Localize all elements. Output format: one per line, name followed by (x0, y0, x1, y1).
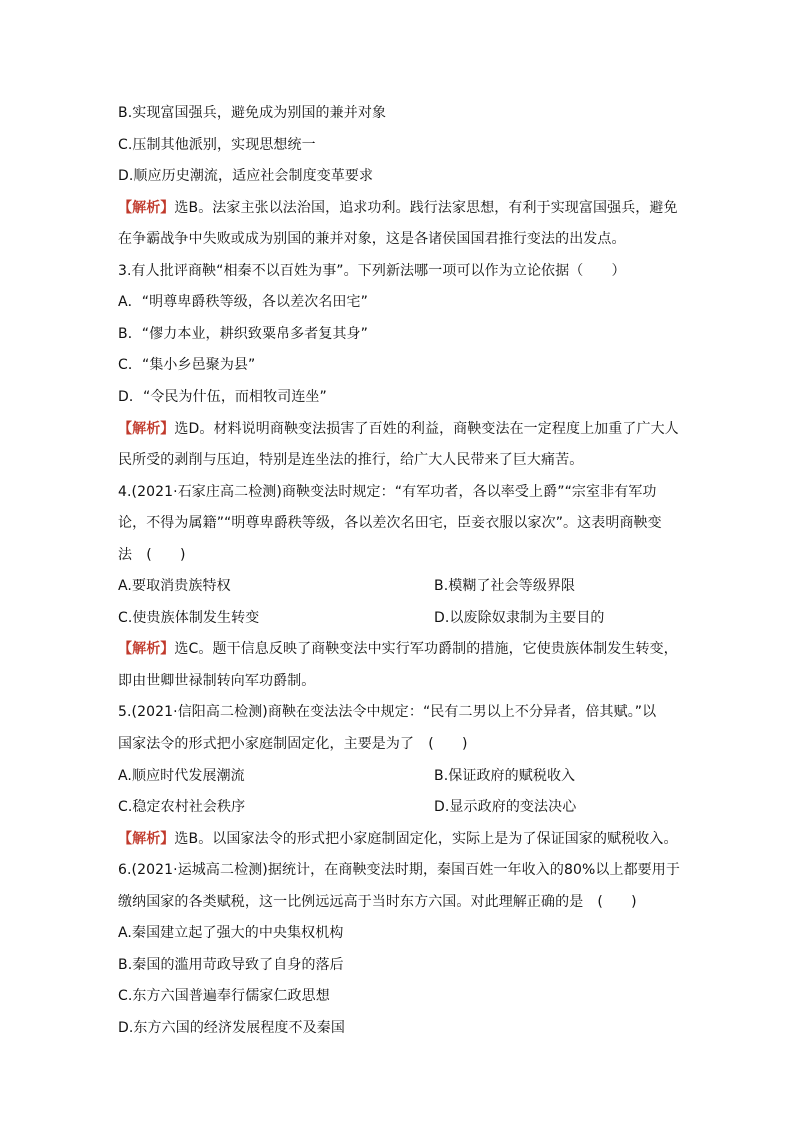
q5-option-a: A.顺应时代发展潮流 (118, 768, 245, 784)
q6-option-a: A.秦国建立起了强大的中央集权机构 (118, 925, 344, 941)
q4-options-row2 (118, 609, 678, 627)
q4-option-a: A.要取消贵族特权 (118, 578, 231, 594)
q4-stem-line1: 4.(2021·石家庄高二检测)商鞅变法时规定：“有军功者，各以率受上爵”“宗室非有军功 (118, 484, 657, 500)
q5-options-row2 (118, 798, 678, 816)
q5-analysis (118, 830, 678, 848)
q6-stem-line2: 缴纳国家的各类赋税，这一比例远远高于当时东方六国。对此理解正确的是 ( ) (118, 894, 637, 910)
q5-stem-line1: 5.(2021·信阳高二检测)商鞅在变法法令中规定：“民有二男以上不分异者，倍其赋。”以 (118, 704, 657, 720)
q4-options-row1 (118, 577, 678, 595)
q6-option-b: B.秦国的滥用苛政导致了自身的落后 (118, 957, 344, 973)
q4-stem-line3: 法 ( ) (118, 547, 186, 563)
analysis-tag: 【解析】 (118, 200, 175, 216)
q3-option-c: C．“集小乡邑聚为县” (118, 357, 256, 373)
q2-analysis-cont: 在争霸战争中失败或成为别国的兼并对象，这是各诸侯国国君推行变法的出发点。 (118, 231, 626, 247)
q3-stem: 3.有人批评商鞅“相秦不以百姓为事”。下列新法哪一项可以作为立论依据（ ） (118, 263, 626, 279)
q5-option-c: C.稳定农村社会秩序 (118, 799, 246, 815)
analysis-tag: 【解析】 (118, 421, 175, 437)
q6-option-d: D.东方六国的经济发展程度不及秦国 (118, 1020, 345, 1036)
q2-option-c: C.压制其他派别，实现思想统一 (118, 137, 316, 153)
q3-option-a: A．“明尊卑爵秩等级，各以差次名田宅” (118, 294, 368, 310)
q4-stem-line2: 论，不得为属籍”“明尊卑爵秩等级，各以差次名田宅，臣妾衣服以家次”。这表明商鞅变 (118, 515, 662, 531)
analysis-text: 选B。法家主张以法治国，追求功利。践行法家思想，有利于实现富国强兵，避免 (174, 200, 678, 216)
q5-option-b: B.保证政府的赋税收入 (434, 768, 576, 784)
q3-option-d: D．“令民为什伍，而相牧司连坐” (118, 389, 327, 405)
q4-analysis (118, 640, 678, 658)
q5-option-d: D.显示政府的变法决心 (434, 799, 577, 815)
q4-analysis-cont: 即由世卿世禄制转向军功爵制。 (118, 673, 316, 689)
q3-analysis-cont: 民所受的剥削与压迫，特别是连坐法的推行，给广大人民带来了巨大痛苦。 (118, 452, 584, 468)
q4-option-d: D.以废除奴隶制为主要目的 (434, 610, 605, 626)
q2-analysis (118, 199, 678, 217)
q4-option-c: C.使贵族体制发生转变 (118, 610, 260, 626)
analysis-text: 选C。题干信息反映了商鞅变法中实行军功爵制的措施，它使贵族体制发生转变， (174, 641, 678, 657)
analysis-tag: 【解析】 (118, 831, 175, 847)
analysis-tag: 【解析】 (118, 641, 175, 657)
analysis-text: 选D。材料说明商鞅变法损害了百姓的利益，商鞅变法在一定程度上加重了广大人 (174, 421, 679, 437)
q6-option-c: C.东方六国普遍奉行儒家仁政思想 (118, 988, 330, 1004)
q3-analysis (118, 420, 678, 438)
analysis-text: 选B。以国家法令的形式把小家庭制固定化，实际上是为了保证国家的赋税收入。 (174, 831, 678, 847)
q2-option-b: B.实现富国强兵，避免成为别国的兼并对象 (118, 105, 387, 121)
q2-option-d: D.顺应历史潮流，适应社会制度变革要求 (118, 168, 374, 184)
q3-option-b: B．“僇力本业，耕织致粟帛多者复其身” (118, 326, 369, 342)
q6-stem-line1: 6.(2021·运城高二检测)据统计，在商鞅变法时期，秦国百姓一年收入的80%以上都要用于 (118, 862, 680, 878)
q5-options-row1 (118, 767, 678, 785)
q5-stem-line2: 国家法令的形式把小家庭制固定化，主要是为了 ( ) (118, 736, 468, 752)
q4-option-b: B.模糊了社会等级界限 (434, 578, 576, 594)
